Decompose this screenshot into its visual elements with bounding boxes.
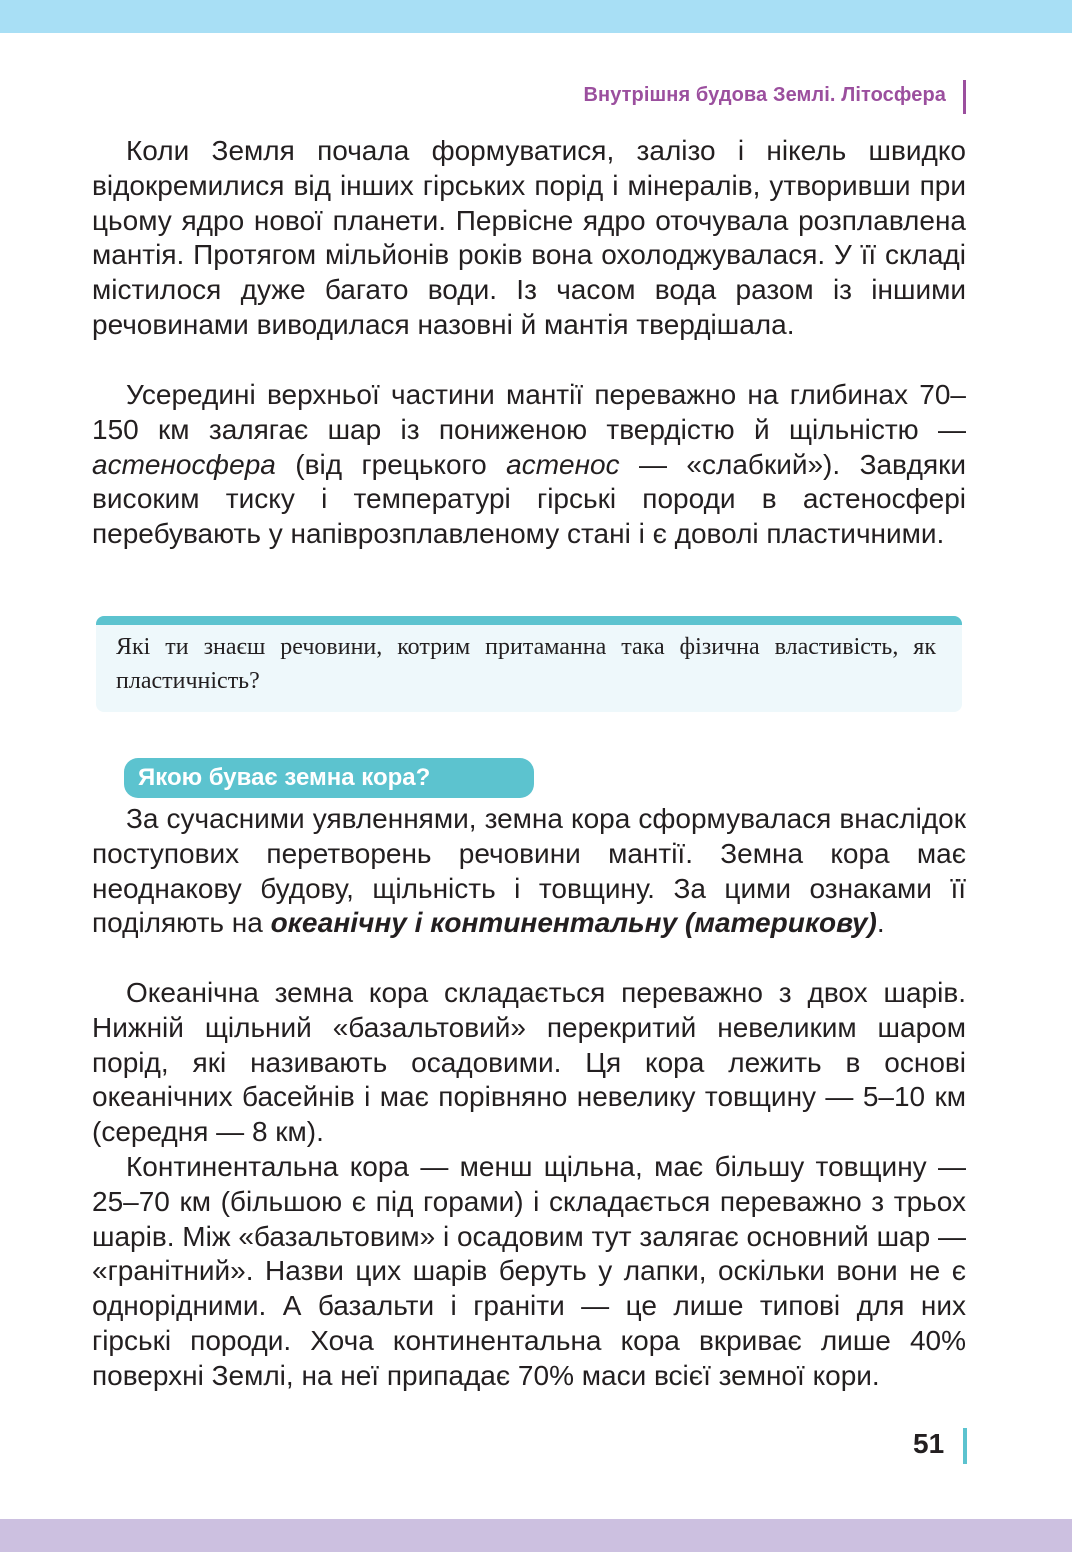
paragraph-crust-types	[92, 802, 966, 941]
term-asthenosphere: астеносфера	[92, 448, 276, 480]
paragraph-asthenosphere-text-3: — «слабкий»). Завдяки високим тиску і температурі гірські породи в астеносфері перебувають у напіврозплавленому стані і є доволі пластичними.	[92, 448, 966, 550]
bottom-color-band	[0, 1519, 1072, 1552]
running-head-divider	[963, 80, 966, 114]
paragraph-asthenosphere-text-2: (від грецького	[275, 448, 507, 480]
section-heading-earth-crust: Якою буває земна кора?	[124, 758, 534, 798]
paragraph-asthenosphere	[92, 378, 966, 552]
question-text: Які ти знаєш речовини, котрим притаманна така фізична властивість, як пластичність?	[116, 634, 936, 694]
page-number-bar	[963, 1428, 967, 1464]
running-head-title: Внутрішня будова Землі. Літосфера	[583, 84, 946, 106]
paragraph-earth-formation: Коли Земля почала формуватися, залізо і нікель швидко відокремилися від інших гірських порід і мінералів, утворивши при цьому ядро нової планети. Первісне ядро оточувала розплавлена мантія. Протягом мільйонів років вона охолоджувалася. У її складі містилося дуже багато води. Із часом вода разом із іншими речовинами виводилася назовні й мантія твердішала.	[92, 135, 966, 340]
paragraph-asthenosphere-text-1: Усередині верхньої частини мантії переважно на глибинах 70–150 км залягає шар із пониженою твердістю й щільністю —	[92, 379, 966, 445]
paragraph-crust-types-text-2: .	[876, 907, 885, 939]
page-number: 51	[913, 1428, 945, 1459]
paragraph-continental-crust: Континентальна кора — менш щільна, має більшу товщину — 25–70 км (більшою є під горами) і складається переважно з трьох шарів. Між «базальтовим» і осадовим тут залягає основний шар — «гранітний». Назви цих шарів беруть у лапки, оскільки вони не є однорідними. А базальти і граніти — це лише типові для них гірські породи. Хоча континентальна кора вкриває лише 40% поверхні Землі, на неї припадає 70% маси всієї земної кори.	[92, 1151, 966, 1391]
term-asthenos: астенос	[506, 448, 620, 480]
paragraph-oceanic-crust: Океанічна земна кора складається переважно з двох шарів. Нижній щільний «базальтовий» перекритий невеликим шаром порід, які називають осадовими. Ця кора лежить в основі океанічних басейнів і має порівняно невелику товщину — 5–10 км (середня — 8 км).	[92, 977, 966, 1148]
paragraph-crust-types-text-1: За сучасними уявленнями, земна кора сформувалася внаслідок поступових перетворень речовини мантії. Земна кора має неоднакову будову, щільність і товщину. За цими ознаками її поділяють на	[92, 803, 966, 939]
term-crust-types: океанічну і континентальну (материкову)	[270, 907, 877, 939]
top-color-band	[0, 0, 1072, 33]
